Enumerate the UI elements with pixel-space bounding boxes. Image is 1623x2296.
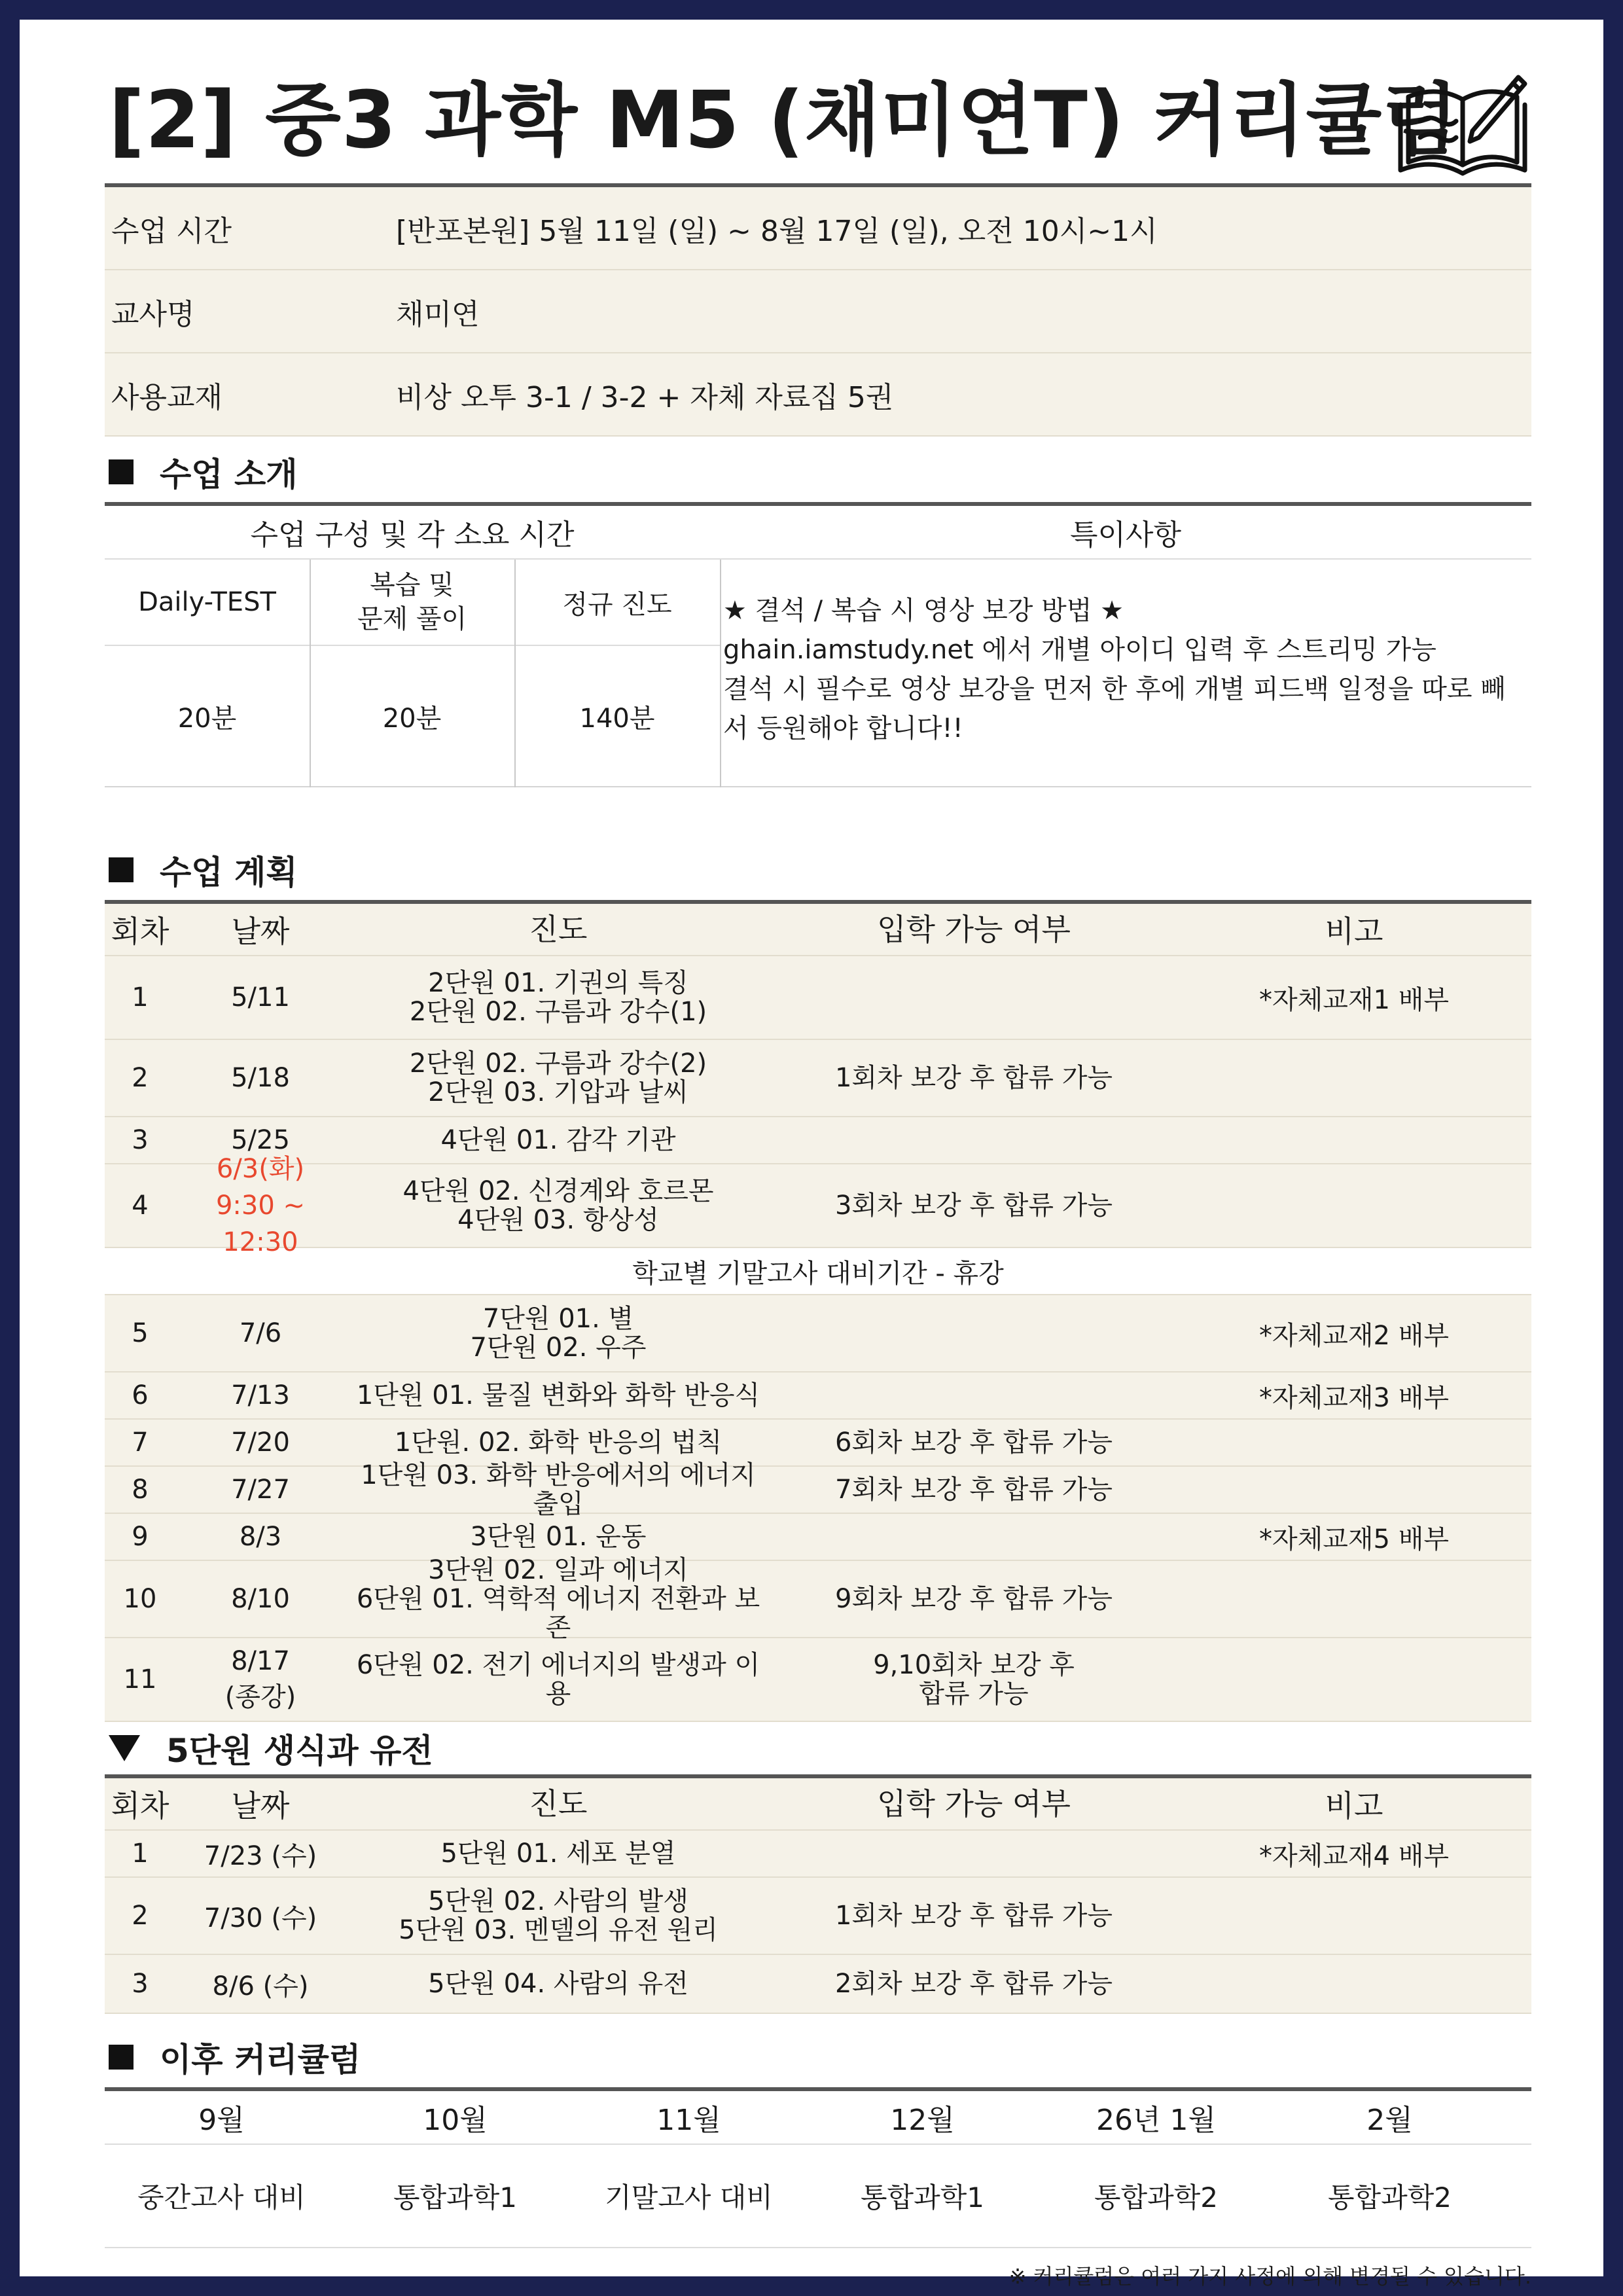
cell-date: 7/27 — [231, 1475, 290, 1505]
section-future — [105, 2027, 1531, 2087]
month-cell: 9월 — [198, 2104, 245, 2137]
footnote: ※ 커리큘럼은 여러 가지 사정에 의해 변경될 수 있습니다. — [1008, 2264, 1531, 2289]
info-value: 채미연 — [396, 297, 480, 331]
course-cell: 통합과학2 — [1327, 2181, 1452, 2214]
table-row — [105, 956, 1531, 1040]
cell-entry: 9회차 보강 후 합류 가능 — [834, 1584, 1113, 1614]
info-label: 교사명 — [111, 297, 195, 331]
header-no: 회차 — [111, 914, 169, 949]
cell-progress: 4단원 02. 신경계와 호르몬 4단원 03. 항상성 — [402, 1176, 714, 1235]
header-progress: 진도 — [529, 1786, 588, 1821]
notice-title: ★ 결석 / 복습 시 영상 보강 방법 ★ — [723, 596, 1124, 626]
page-title: [2] 중3 과학 M5 (채미연T) 커리큘럼 — [109, 75, 1459, 166]
cell-date: 6/3(화) 9:30 ~ 12:30 — [215, 1154, 306, 1257]
cell-no: 11 — [123, 1664, 157, 1695]
cell-no: 3 — [132, 1125, 149, 1155]
month-cell: 2월 — [1366, 2104, 1413, 2137]
duration-regular: 140분 — [579, 703, 655, 734]
unit5-rows — [105, 1831, 1531, 2014]
cell-no: 8 — [132, 1475, 149, 1505]
month-cell: 11월 — [656, 2104, 721, 2137]
courses-row — [105, 2145, 1531, 2248]
cell-no: 1 — [132, 982, 149, 1013]
month-cell: 12월 — [890, 2104, 955, 2137]
info-label: 사용교재 — [111, 380, 223, 414]
cell-date: 7/6 — [239, 1318, 282, 1348]
section-title: 수업 소개 — [160, 456, 298, 493]
unit5-table-header — [105, 1778, 1531, 1831]
cell-entry: 1회차 보강 후 합류 가능 — [834, 1063, 1113, 1093]
course-cell: 통합과학1 — [860, 2181, 984, 2214]
cell-entry: 9,10회차 보강 후 합류 가능 — [873, 1650, 1075, 1709]
cell-entry: 3회차 보강 후 합류 가능 — [834, 1191, 1113, 1221]
square-bullet-icon — [109, 459, 134, 484]
header-note: 비고 — [1325, 1788, 1383, 1823]
break-row: 학교별 기말고사 대비기간 - 휴강 — [105, 1248, 1531, 1295]
composition-header: 수업 구성 및 각 소요 시간 — [250, 518, 575, 552]
header-progress: 진도 — [529, 912, 588, 947]
header-entry: 입학 가능 여부 — [877, 1786, 1071, 1821]
info-value: 비상 오투 3-1 / 3-2 + 자체 자료집 5권 — [396, 380, 894, 414]
cell-no: 2 — [132, 1901, 149, 1931]
cell-progress: 4단원 01. 감각 기관 — [440, 1125, 676, 1155]
divider — [720, 560, 721, 787]
section-title: 5단원 생식과 유전 — [166, 1732, 433, 1770]
header-date: 날짜 — [231, 1788, 290, 1823]
course-cell: 기말고사 대비 — [605, 2181, 773, 2214]
cell-no: 9 — [132, 1522, 149, 1552]
cell-progress: 5단원 04. 사람의 유전 — [428, 1969, 688, 1999]
table-row — [105, 1955, 1531, 2014]
divider — [310, 560, 311, 787]
cell-date: 5/11 — [231, 982, 290, 1013]
cell-progress: 2단원 01. 기권의 특징 2단원 02. 구름과 강수(1) — [409, 968, 707, 1027]
cell-progress: 2단원 02. 구름과 강수(2) 2단원 03. 기압과 날씨 — [409, 1049, 707, 1107]
cell-note: *자체교재3 배부 — [1258, 1382, 1449, 1413]
month-cell: 26년 1월 — [1096, 2104, 1216, 2137]
plan-rows-a — [105, 956, 1531, 1257]
square-bullet-icon — [109, 857, 134, 882]
table-row — [105, 1040, 1531, 1117]
duration-daily-test: 20분 — [177, 703, 237, 734]
intro-table — [105, 506, 1531, 787]
info-label: 수업 시간 — [111, 214, 232, 248]
cell-no: 4 — [132, 1191, 149, 1221]
table-row — [105, 1831, 1531, 1878]
table-row — [105, 1154, 1531, 1257]
info-row-teacher — [105, 270, 1531, 353]
cell-progress: 5단원 02. 사람의 발생 5단원 03. 멘델의 유전 원리 — [399, 1886, 718, 1945]
course-cell: 통합과학2 — [1094, 2181, 1218, 2214]
table-row — [105, 1514, 1531, 1561]
table-row — [105, 1372, 1531, 1420]
cell-date: 7/30 (수) — [204, 1903, 317, 1933]
cell-no: 10 — [123, 1584, 157, 1614]
month-cell: 10월 — [423, 2104, 488, 2137]
divider — [514, 560, 516, 787]
table-row — [105, 1420, 1531, 1467]
cell-no: 1 — [132, 1839, 149, 1869]
header-no: 회차 — [111, 1788, 169, 1823]
cell-date: 7/20 — [231, 1427, 290, 1458]
section-intro — [105, 442, 1531, 502]
table-row — [105, 1878, 1531, 1955]
cell-progress: 3단원 02. 일과 에너지 6단원 01. 역학적 에너지 전환과 보존 — [356, 1555, 760, 1643]
cell-no: 5 — [132, 1318, 149, 1348]
section-plan — [105, 840, 1531, 900]
cell-no: 7 — [132, 1427, 149, 1458]
cell-progress: 6단원 02. 전기 에너지의 발생과 이용 — [356, 1650, 760, 1709]
info-value: [반포본원] 5월 11일 (일) ~ 8월 17일 (일), 오전 10시~1시 — [396, 214, 1158, 248]
header-date: 날짜 — [231, 914, 290, 949]
section-title: 수업 계획 — [160, 853, 298, 891]
column-regular: 정규 진도 — [562, 589, 672, 620]
cell-no: 6 — [132, 1380, 149, 1410]
cell-date: 8/17 (종강) — [224, 1645, 296, 1712]
cell-date: 7/13 — [231, 1380, 290, 1410]
triangle-down-icon — [109, 1735, 140, 1761]
cell-date: 5/25 — [231, 1125, 290, 1155]
cell-date: 8/6 (수) — [212, 1971, 309, 2001]
notice-line: 결석 시 필수로 영상 보강을 먼저 한 후에 개별 피드백 일정을 따로 빼서 등원해야 합니다!! — [723, 674, 1506, 744]
cell-progress: 1단원 03. 화학 반응에서의 에너지 출입 — [361, 1460, 756, 1519]
cell-entry: 7회차 보강 후 합류 가능 — [834, 1475, 1113, 1505]
cell-date: 8/10 — [231, 1584, 290, 1614]
page-sheet — [20, 20, 1603, 2289]
column-daily-test: Daily-TEST — [138, 587, 276, 617]
cell-progress: 5단원 01. 세포 분열 — [440, 1839, 676, 1869]
cell-date: 7/23 (수) — [204, 1840, 317, 1871]
cell-entry: 6회차 보강 후 합류 가능 — [834, 1427, 1113, 1458]
cell-progress: 1단원 01. 물질 변화와 화학 반응식 — [356, 1380, 760, 1410]
cell-no: 3 — [132, 1969, 149, 1999]
cell-note: *자체교재5 배부 — [1258, 1524, 1449, 1554]
cell-entry: 1회차 보강 후 합류 가능 — [834, 1901, 1113, 1931]
plan-table-header — [105, 904, 1531, 956]
notice-box — [723, 591, 1525, 748]
cell-entry: 2회차 보강 후 합류 가능 — [834, 1969, 1113, 1999]
book-pen-icon — [1394, 65, 1531, 183]
cell-date: 5/18 — [231, 1063, 290, 1093]
table-row — [105, 1638, 1531, 1722]
section-unit5 — [105, 1722, 1531, 1774]
notice-line: ghain.iamstudy.net 에서 개별 아이디 입력 후 스트리밍 가능 — [723, 635, 1436, 665]
document-content — [105, 52, 1531, 2290]
plan-rows-b — [105, 1295, 1531, 1722]
table-row — [105, 1460, 1531, 1519]
column-review: 복습 및 문제 풀이 — [357, 570, 467, 634]
cell-note: *자체교재1 배부 — [1258, 984, 1449, 1015]
header-note: 비고 — [1325, 914, 1383, 949]
info-row-time — [105, 187, 1531, 270]
months-row — [105, 2091, 1531, 2145]
cell-progress: 1단원. 02. 화학 반응의 법칙 — [394, 1427, 722, 1458]
cell-note: *자체교재2 배부 — [1258, 1320, 1449, 1351]
cell-note: *자체교재4 배부 — [1258, 1840, 1449, 1871]
special-header: 특이사항 — [1069, 518, 1181, 552]
cell-no: 2 — [132, 1063, 149, 1093]
course-cell: 통합과학1 — [393, 2181, 517, 2214]
section-title: 이후 커리큘럼 — [160, 2041, 361, 2079]
duration-review: 20분 — [382, 703, 442, 734]
info-row-textbook — [105, 353, 1531, 437]
cell-progress: 7단원 01. 별 7단원 02. 우주 — [470, 1304, 647, 1363]
square-bullet-icon — [109, 2045, 134, 2070]
course-cell: 중간고사 대비 — [137, 2181, 306, 2214]
table-row — [105, 1555, 1531, 1643]
cell-progress: 3단원 01. 운동 — [470, 1522, 647, 1552]
table-row — [105, 1295, 1531, 1372]
header-entry: 입학 가능 여부 — [877, 912, 1071, 947]
cell-date: 8/3 — [239, 1522, 282, 1552]
